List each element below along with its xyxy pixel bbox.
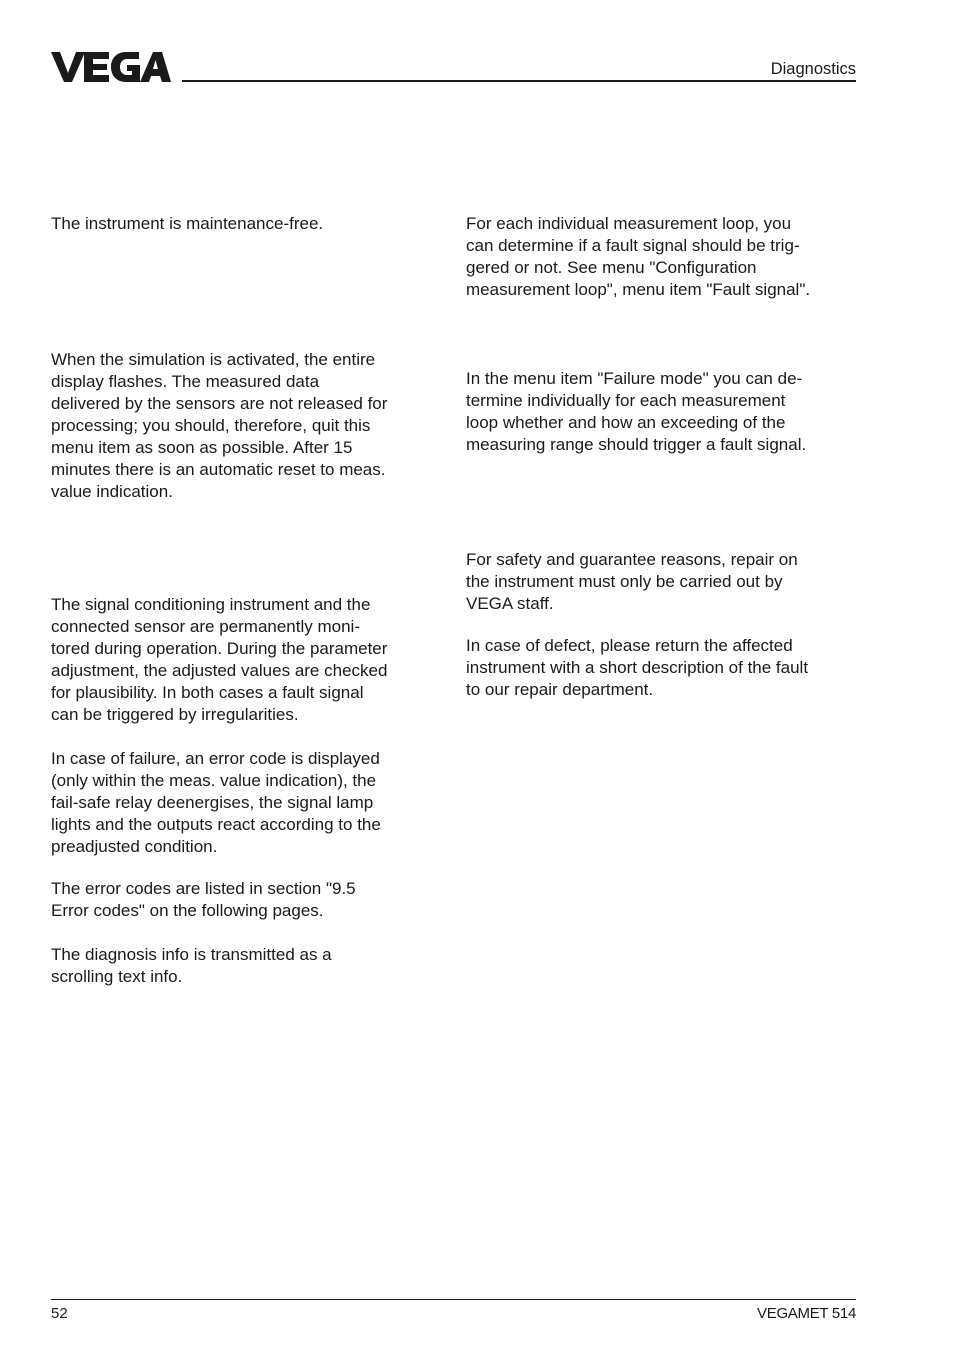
defect-paragraph: In case of defect, please return the affected instrument with a short description of the fault to our repair department.: [466, 636, 809, 699]
page-number: 52: [51, 1305, 68, 1322]
footer-rule: [51, 1299, 856, 1300]
error-codes-paragraph: The error codes are listed in section "9.5 Error codes" on the following pages.: [51, 879, 356, 920]
diagnosis-info-paragraph: The diagnosis info is transmitted as a scrolling text info.: [51, 945, 332, 986]
fault-signal-paragraph: For each individual measurement loop, you can determine if a fault signal should be trig- gered or not. See menu "Configuration measurement loop", menu item "Fault signal".: [466, 214, 811, 299]
product-name: VEGAMET 514: [757, 1305, 856, 1322]
vega-logo: [51, 50, 171, 84]
simulation-paragraph: When the simulation is activated, the entire display flashes. The measured data delivered by the sensors are not released for processing; you should, therefore, quit this menu item as soon as possible. After 15 minutes there is an automatic reset to meas. value indication.: [51, 350, 388, 501]
header-rule: [182, 80, 856, 82]
section-title: Diagnostics: [770, 60, 856, 78]
failure-mode-paragraph: In the menu item "Failure mode" you can de- termine individually for each measurement loop whether and how an exceeding of the measuring range should trigger a fault signal.: [466, 369, 807, 454]
maintenance-paragraph: The instrument is maintenance-free.: [51, 214, 324, 233]
monitoring-paragraph: The signal conditioning instrument and the connected sensor are permanently moni- tored during operation. During the parameter adjustment, the adjusted values are checked for plausibility. In both cases a fault signal can be triggered by irregularities.: [51, 595, 388, 724]
repair-paragraph: For safety and guarantee reasons, repair on the instrument must only be carried out by VEGA staff.: [466, 550, 798, 613]
failure-paragraph: In case of failure, an error code is displayed (only within the meas. value indication), the fail-safe relay deenergises, the signal lamp lights and the outputs react according to the preadjusted condition.: [51, 749, 381, 856]
